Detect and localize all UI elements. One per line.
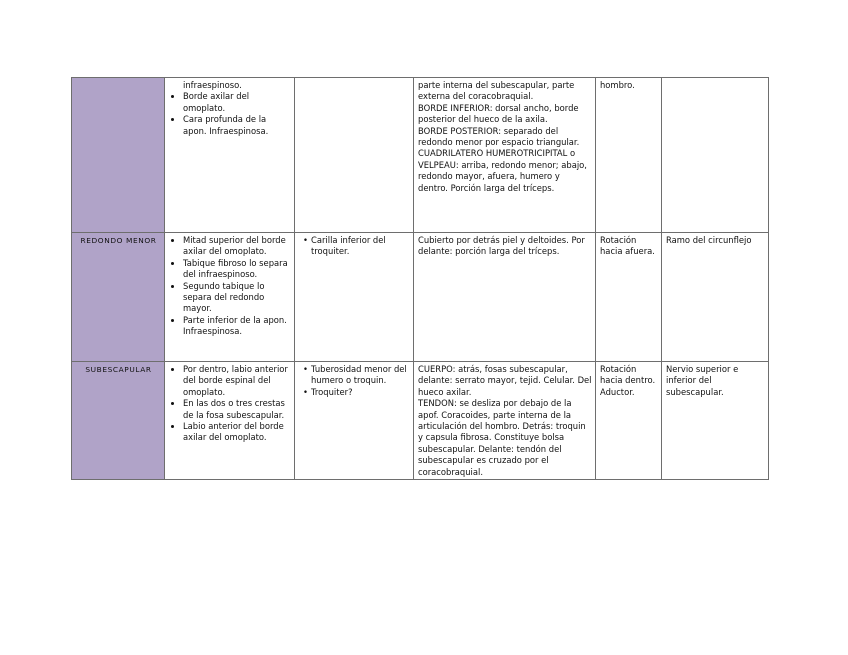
table-row	[72, 233, 769, 362]
insertion-cell	[295, 362, 414, 480]
origin-item: • Segundo tabique lo separa del redondo mayor.	[183, 281, 291, 315]
insertion-item: • Tuberosidad menor del humero o troquin.	[303, 364, 410, 387]
insertion-item: • Troquiter?	[303, 387, 410, 398]
action-text: Rotación hacia afuera.	[600, 235, 655, 257]
relations-text: parte interna del subescapular, parte externa del coracobraquial.	[418, 80, 575, 102]
insertion-cell	[295, 78, 414, 233]
innervation-text: Nervio superior e inferior del subescapular.	[666, 364, 739, 397]
relations-text: BORDE INFERIOR: dorsal ancho, borde posterior del hueco de la axila.	[418, 102, 579, 125]
innervation-cell	[662, 233, 769, 362]
muscle-table	[71, 77, 769, 480]
relations-text: BORDE POSTERIOR: separado del redondo menor por espacio triangular.	[418, 125, 580, 148]
action-text: hombro.	[600, 80, 635, 90]
action-cell	[596, 233, 662, 362]
origin-cell	[165, 233, 295, 362]
origin-item: • Labio anterior del borde axilar del omoplato.	[183, 421, 291, 444]
relations-cell	[414, 233, 596, 362]
innervation-cell	[662, 362, 769, 480]
muscle-name-cell	[72, 233, 165, 362]
muscle-name: REDONDO MENOR	[80, 236, 157, 245]
action-cell	[596, 78, 662, 233]
relations-text: CUERPO: atrás, fosas subescapular, delante: serrato mayor, tejid. Celular. Del hueco axilar.	[418, 364, 592, 397]
origin-item: • Parte inferior de la apon. Infraespinosa.	[183, 315, 291, 338]
origin-item: • Cara profunda de la apon. Infraespinosa.	[183, 114, 291, 137]
action-cell	[596, 362, 662, 480]
origin-item: infraespinoso.	[183, 80, 242, 90]
origin-cell	[165, 78, 295, 233]
relations-cell	[414, 362, 596, 480]
relations-text: CUADRILATERO HUMEROTRICIPITAL o VELPEAU: arriba, redondo menor; abajo, redondo mayor, afuera, humero y dentro. Porción larga del tríceps.	[418, 148, 587, 193]
origin-item: • En las dos o tres crestas de la fosa subescapular.	[183, 398, 291, 421]
insertion-item: • Carilla inferior del troquiter.	[303, 235, 410, 258]
origin-item: • Tabique fibroso lo separa del infraespinoso.	[183, 258, 291, 281]
muscle-name-cell	[72, 362, 165, 480]
innervation-cell	[662, 78, 769, 233]
insertion-cell	[295, 233, 414, 362]
origin-cell	[165, 362, 295, 480]
table-row	[72, 78, 769, 233]
relations-text: TENDON: se desliza por debajo de la apof. Coracoides, parte interna de la articulación del hombro. Detrás: troquin y capsula fibrosa. Constituye bolsa subescapular. Delante: tendón del subescapular es cruzado por el coracobraquial.	[418, 398, 586, 477]
origin-item: • Mitad superior del borde axilar del omoplato.	[183, 235, 291, 258]
origin-item: • Por dentro, labio anterior del borde espinal del omoplato.	[183, 364, 291, 398]
muscle-name-cell	[72, 78, 165, 233]
muscle-name: SUBESCAPULAR	[85, 365, 152, 374]
relations-cell	[414, 78, 596, 233]
relations-text: Cubierto por detrás piel y deltoides. Por delante: porción larga del tríceps.	[418, 235, 585, 257]
origin-item: • Borde axilar del omoplato.	[183, 91, 291, 114]
innervation-text: Ramo del circunflejo	[666, 235, 752, 245]
table-row	[72, 362, 769, 480]
action-text: Rotación hacia dentro. Aductor.	[600, 364, 656, 397]
